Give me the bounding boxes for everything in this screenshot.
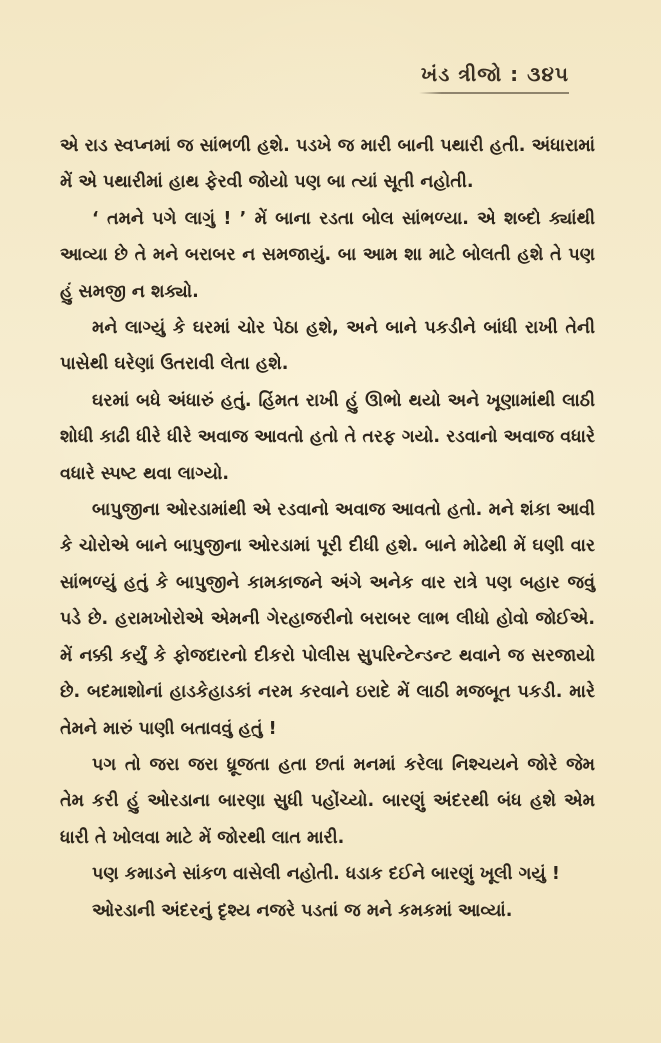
running-head: ખંડ ત્રીજો : ૩૪૫ (420, 62, 569, 86)
header-underline (419, 92, 569, 94)
paragraph: ‘ તમને પગે લાગું ! ’ મેં બાના રડતા બોલ સાંભળ્યા. એ શબ્દો ક્યાંથી આવ્યા છે તે મને બરાબર ન સમજાયું. બા આમ શા માટે બોલતી હશે તે પણ હું સમજી ન શક્યો. (60, 208, 595, 302)
paragraph: પણ કમાડને સાંકળ વાસેલી નહોતી. ધડાક દઈને બારણું ખૂલી ગયું ! (92, 864, 560, 885)
paragraph: મને લાગ્યું કે ઘરમાં ચોર પેઠા હશે, અને બાને પકડીને બાંધી રાખી તેની પાસેથી ઘરેણાં ઉતરાવી લેતા હશે. (60, 318, 595, 375)
paragraph: બાપુજીના ઓરડામાંથી એ રડવાનો અવાજ આવતો હતો. મને શંકા આવી કે ચોરોએ બાને બાપુજીના ઓરડામાં પૂરી દીધી હશે. બાને મોઢેથી મેં ઘણી વાર સાંભળ્યું હતું કે બાપુજીને કામકાજને અંગે અનેક વાર રાત્રે પણ બહાર જવું પડે છે. હરામખોરોએ એમની ગેરહાજરીનો બરાબર લાભ લીધો હોવો જોઈએ. મેં નક્કી કર્યું કે ફોજદારનો દીકરો પોલીસ સુપરિન્ટેન્ડન્ટ થવાને જ સરજાયો છે. બદમાશોનાં હાડકેહાડકાં નરમ કરવાને ઇરાદે મેં લાઠી મજબૂત પકડી. મારે તેમને મારું પાણી બતાવવું હતું ! (60, 500, 595, 739)
page-body (60, 128, 595, 929)
paragraph: ઓરડાની અંદરનું દૃશ્ય નજરે પડતાં જ મને કમકમાં આવ્યાં. (92, 900, 513, 921)
paragraph: એ રાડ સ્વપ્નમાં જ સાંભળી હશે. પડખે જ મારી બાની પથારી હતી. અંધારામાં મેં એ પથારીમાં હાથ ફેરવી જોયો પણ બા ત્યાં સૂતી નહોતી. (60, 136, 595, 193)
paragraph: ઘરમાં બધે અંધારું હતું. હિંમત રાખી હું ઊભો થયો અને ખૂણામાંથી લાઠી શોધી કાઢી ધીરે ધીરે અવાજ આવતો હતો તે તરફ ગયો. રડવાનો અવાજ વધારે વધારે સ્પષ્ટ થવા લાગ્યો. (60, 390, 595, 484)
paragraph: પગ તો જરા જરા ધ્રૂજતા હતા છતાં મનમાં કરેલા નિશ્ચયને જોરે જેમ તેમ કરી હું ઓરડાના બારણા સુધી પહોંચ્યો. બારણું અંદરથી બંધ હશે એમ ધારી તે ખોલવા માટે મેં જોરથી લાત મારી. (60, 754, 595, 848)
